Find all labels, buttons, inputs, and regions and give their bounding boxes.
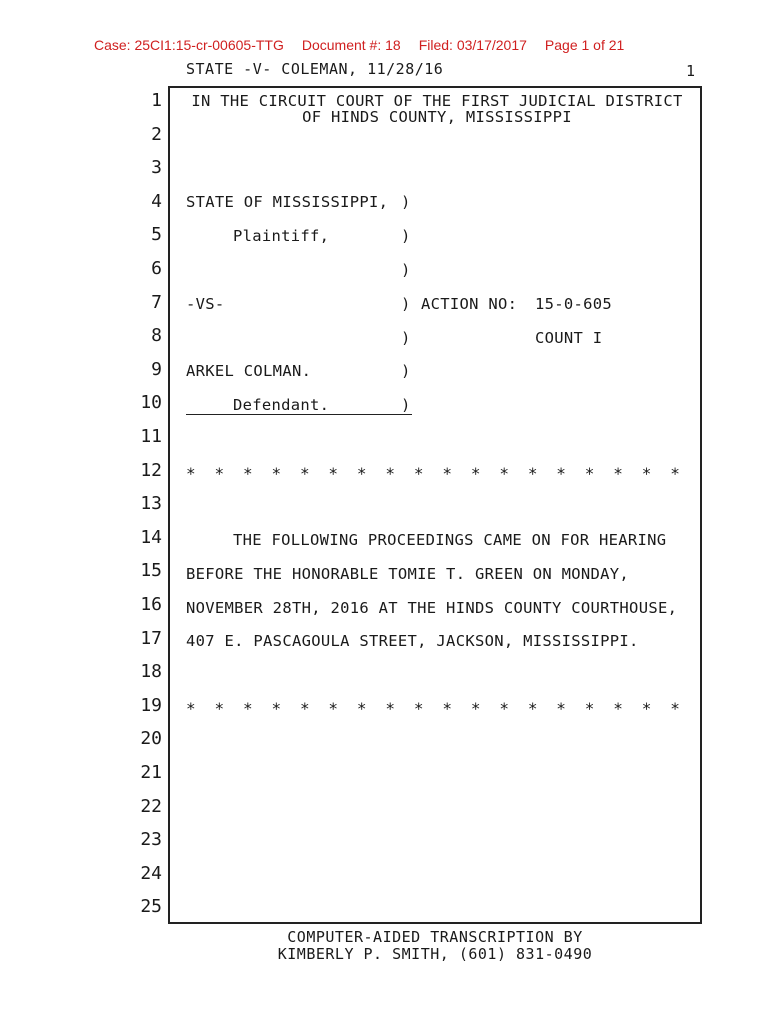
line-number: 18	[140, 661, 162, 683]
footer-line-1: COMPUTER-AIDED TRANSCRIPTION BY	[287, 928, 583, 946]
line-number: 19	[140, 694, 162, 716]
versus-label: -VS-	[186, 295, 225, 313]
court-title	[172, 93, 702, 125]
star: *	[186, 464, 196, 483]
star: *	[556, 464, 566, 483]
line-number: 25	[140, 896, 162, 918]
star: *	[271, 699, 282, 718]
star: *	[527, 699, 538, 718]
line-number: 1	[151, 90, 162, 111]
star: *	[214, 699, 225, 718]
star: *	[299, 699, 310, 718]
caption-paren: )	[401, 362, 411, 380]
star: *	[470, 464, 481, 483]
filing-header	[94, 37, 694, 53]
transcript-footer	[168, 929, 702, 963]
star: *	[186, 699, 196, 718]
star: *	[613, 464, 623, 483]
line-number: 10	[140, 392, 162, 414]
count-label: COUNT I	[535, 329, 603, 347]
star: *	[442, 464, 452, 483]
line-number: 24	[140, 862, 162, 884]
star: *	[385, 464, 396, 483]
star: *	[356, 464, 367, 483]
line-number: 2	[151, 123, 162, 145]
court-title-line-2: OF HINDS COUNTY, MISSISSIPPI	[302, 108, 572, 126]
line-number: 7	[151, 291, 162, 313]
star: *	[556, 699, 566, 718]
line-number: 23	[140, 829, 162, 851]
star: *	[641, 699, 652, 718]
star: *	[670, 699, 680, 718]
caption-paren: )	[401, 193, 411, 211]
filed-date: Filed: 03/17/2017	[418, 37, 527, 53]
separator-stars	[186, 699, 680, 718]
star: *	[242, 699, 253, 718]
line-number: 17	[140, 627, 162, 649]
caption-underline	[186, 414, 412, 415]
body-line: 407 E. PASCAGOULA STREET, JACKSON, MISSISSIPPI.	[186, 632, 639, 650]
body-line: NOVEMBER 28TH, 2016 AT THE HINDS COUNTY COURTHOUSE,	[186, 599, 678, 617]
caption-paren: )	[401, 329, 411, 347]
line-number: 4	[151, 190, 162, 212]
footer-line-2: KIMBERLY P. SMITH, (601) 831-0490	[277, 945, 593, 963]
star: *	[271, 464, 282, 483]
caption-paren: )	[401, 261, 411, 279]
separator-stars	[186, 464, 680, 483]
caption-paren: )	[401, 227, 411, 245]
star: *	[499, 699, 509, 718]
plaintiff-role: Plaintiff,	[233, 227, 330, 245]
page-number: 1	[686, 62, 696, 80]
action-number: 15-0-605	[535, 295, 613, 313]
line-number: 12	[140, 459, 162, 481]
star: *	[613, 699, 623, 718]
star: *	[328, 699, 339, 718]
line-number: 21	[140, 762, 162, 783]
court-title-line-1: IN THE CIRCUIT COURT OF THE FIRST JUDICIAL DISTRICT	[191, 92, 683, 110]
line-number: 6	[151, 258, 162, 279]
star: *	[499, 464, 509, 483]
star: *	[527, 464, 538, 483]
star: *	[299, 464, 310, 483]
star: *	[641, 464, 652, 483]
defendant-name: ARKEL COLMAN.	[186, 362, 312, 380]
star: *	[328, 464, 339, 483]
line-number: 13	[140, 493, 162, 515]
case-number: Case: 25CI1:15-cr-00605-TTG	[94, 37, 284, 53]
page-count: Page 1 of 21	[544, 37, 625, 53]
defendant-role: Defendant.	[233, 396, 330, 414]
star: *	[584, 464, 595, 483]
star: *	[584, 699, 595, 718]
star: *	[214, 464, 225, 483]
line-number: 3	[151, 157, 162, 179]
line-number: 20	[140, 728, 162, 750]
star: *	[356, 699, 367, 718]
star: *	[413, 464, 424, 483]
star: *	[670, 464, 680, 483]
caption-paren: )	[401, 295, 411, 313]
plaintiff-name: STATE OF MISSISSIPPI,	[186, 193, 389, 211]
line-number: 16	[140, 594, 162, 615]
star: *	[442, 699, 452, 718]
line-number: 5	[151, 224, 162, 246]
caption-paren: )	[401, 396, 411, 414]
action-label: ACTION NO:	[421, 295, 518, 313]
transcript-frame	[168, 86, 702, 924]
line-number: 15	[140, 560, 162, 582]
star: *	[242, 464, 253, 483]
body-line: BEFORE THE HONORABLE TOMIE T. GREEN ON MONDAY,	[186, 565, 630, 583]
line-number: 8	[151, 325, 162, 347]
star: *	[385, 699, 396, 718]
body-line: THE FOLLOWING PROCEEDINGS CAME ON FOR HEARING	[233, 531, 667, 549]
star: *	[470, 699, 481, 718]
line-number: 22	[140, 795, 162, 817]
star: *	[413, 699, 424, 718]
running-head: STATE -V- COLEMAN, 11/28/16	[186, 60, 444, 78]
document-number: Document #: 18	[301, 37, 401, 53]
line-number: 14	[140, 526, 162, 548]
line-number: 11	[140, 426, 162, 447]
line-number: 9	[151, 358, 162, 380]
